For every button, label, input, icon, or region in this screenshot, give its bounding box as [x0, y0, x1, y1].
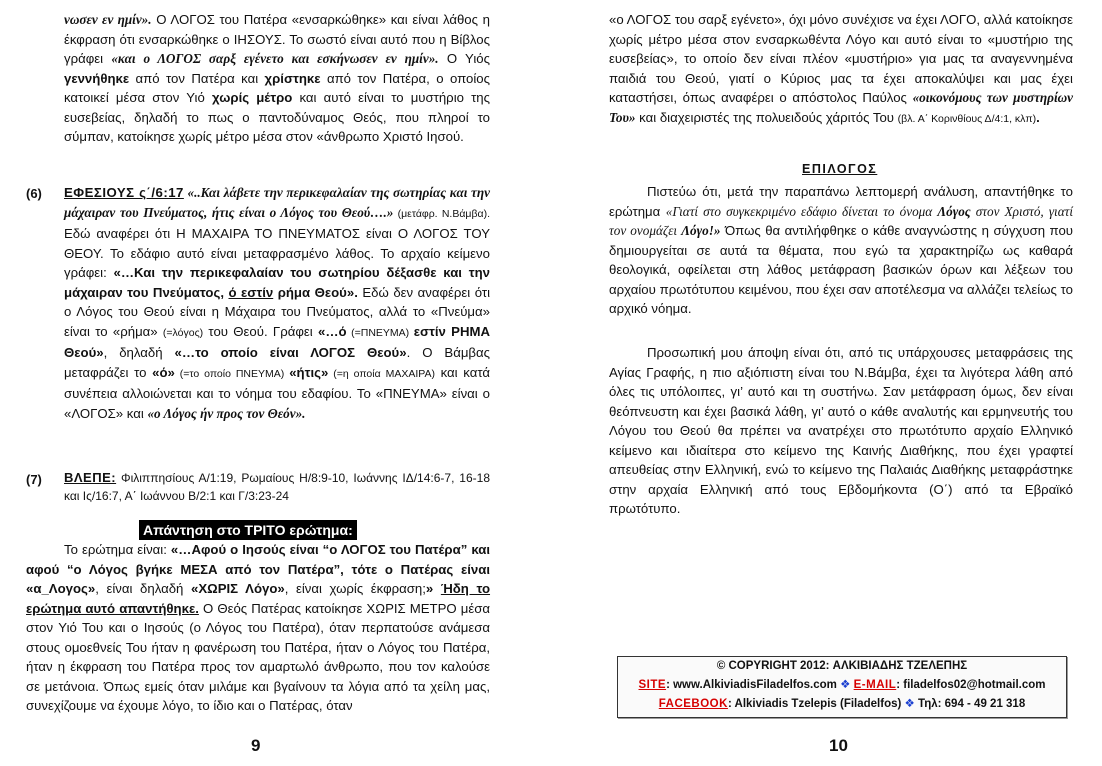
- answer-third-question-title: Απάντηση στο ΤΡΙΤΟ ερώτημα:: [139, 520, 357, 540]
- social-line: [618, 695, 1066, 714]
- diamond-icon: ❖: [904, 698, 915, 710]
- site-label: SITE: [638, 679, 667, 691]
- item-7-see-also: ΒΛΕΠΕ: Φιλιππησίους Α/1:19, Ρωμαίους Η/8:9-10, Ιωάννης ΙΔ/14:6-7, 16-18 και Ις/16:7, Α΄ Ιωάννου Β/2:1 και Γ/3:23-24: [64, 470, 490, 503]
- paragraph-continuation: «ο ΛΟΓΟΣ του σαρξ εγένετο», όχι μόνο συνέχισε να έχει ΛΟΓΟ, αλλά κατοίκησε χωρίς μέτρο μέσα στον ενσαρκωθέντα Λόγο και αυτό είναι το «μυστήριο της ευσεβείας», το οποίο δεν είναι πλέον «μυστήριο» για μας τα αναγεννημένα παιδιά του Θεού, γιατί ο Κύριος μας τα έχει αποκαλύψει και μας έχει καταστήσει, όπως αναφέρει ο απόστολος Παύλος «οικονόμους των μυστηρίων Του» και διαχειριστές της πολυειδούς χάριτός Του (βλ. Α΄ Κορινθίους Δ/4:1, κλπ).: [609, 12, 1074, 125]
- ephesians-reference: ΕΦΕΣΙΟΥΣ ς΄/6:17: [64, 185, 184, 200]
- contact-line: [618, 676, 1066, 695]
- facebook-name[interactable]: : Alkiviadis Tzelepis (Filadelfos): [727, 698, 905, 710]
- paragraph-answer: Το ερώτημα είναι: «…Αφού ο Ιησούς είναι “ο ΛΟΓΟΣ του Πατέρα” και αφού “ο Λόγος βγήκε ΜΕΣΑ από τον Πατέρα”, τότε ο Πατέρας είναι «α_Λογος», είναι δηλαδή «ΧΩΡΙΣ Λόγο», είναι χωρίς έκφραση;» Ήδη το ερώτημα αυτό απαντήθηκε. Ο Θεός Πατέρας κατοίκησε ΧΩΡΙΣ ΜΕΤΡΟ μέσα στον Υιό Του και ο Ιησούς (ο Λόγος του Πατέρα), όταν περπατούσε ανάμεσα στους ομοεθνείς Του ήταν η φανέρωση του Πατέρα, ήταν ο Λόγος του Πατέρα, ήταν η έκφραση του Πατέρα προς τον αμαρτωλό άνθρωπο, που τον καλούσε σε μετάνοια. Όπως εμείς όταν μιλάμε και βγαίνουν τα λόγια από τα χείλη μας, συνεχίζουμε να έχουμε λόγο, το ίδιο και ο Πατέρας, όταν: [26, 542, 491, 713]
- item-number-7: (7): [26, 472, 42, 487]
- email-label: E-MAIL: [853, 679, 897, 691]
- paragraph-epilogue-1: Πιστεύω ότι, μετά την παραπάνω λεπτομερή ανάλυση, απαντήθηκε το ερώτημα «Γιατί στο συγκεκριμένο εδάφιο δίνεται το όνομα Λόγος στον Χριστό, γιατί τον ονομάζει Λόγο!» Όπως θα αντιλήφθηκε ο κάθε αναγνώστης η σύγχυση που δημιουργείται σε αυτά τα θέματα, που εγώ τα χαρακτηρίζω ως καθαρά θεολογικά, οφείλεται στη λάθος μετάφραση βασικών όρων και λέξεων του αρχαίου πρωτότυπου κειμένου, που έχει σαν αποτέλεσμα να αλλάζει τελείως το αρχικό νόημα.: [609, 184, 1074, 316]
- copyright-line: © COPYRIGHT 2012: ΑΛΚΙΒΙΑΔΗΣ ΤΖΕΛΕΠΗΣ: [716, 660, 968, 672]
- item-6-ephesians: ΕΦΕΣΙΟΥΣ ς΄/6:17 «..Και λάβετε την περικεφαλαίαν της σωτηρίας και την μάχαιραν του Πνεύματος, ήτις είναι ο Λόγος του Θεού….» (μετάφρ. Ν.Βάμβα). Εδώ αναφέρει ότι Η ΜΑΧΑΙΡΑ ΤΟ ΠΝΕΥΜΑΤΟΣ είναι Ο ΛΟΓΟΣ ΤΟΥ ΘΕΟΥ. Το εδάφιο αυτό είναι μεταφρασμένο λάθος. Το αρχαίο κείμενο γράφει: «…Και την περικεφαλαίαν του σωτηρίου δέξασθε και την μάχαιραν του Πνεύματος, ό εστίν ρήμα Θεού». Εδώ δεν αναφέρει ότι ο Λόγος του Θεού είναι η Μάχαιρα του Πνεύματος, αλλά το «Πνεύμα» είναι το «ρήμα» (=λόγος) του Θεού. Γράφει «…ό (=ΠΝΕΥΜΑ) εστίν ΡΗΜΑ Θεού», δηλαδή «…το οποίο είναι ΛΟΓΟΣ Θεού». Ο Βάμβας μεταφράζει το «ό» (=το οποίο ΠΝΕΥΜΑ) «ήτις» (=η οποία ΜΑΧΑΙΡΑ) και κατά συνέπεια αλλοιώνεται και το νόημα του εδαφίου. Το «ΠΝΕΥΜΑ» είναι ο «ΛΟΓΟΣ» και «ο Λόγος ήν προς τον Θεόν».: [64, 185, 491, 421]
- paragraph-epilogue-2: Προσωπική μου άποψη είναι ότι, από τις υπάρχουσες μεταφράσεις της Αγίας Γραφής, η πιο αξιόπιστη είναι του Ν.Βάμβα, έχει τα λιγότερα λάθη από όλες τις υπόλοιπες, γι’ αυτό και τη συστήνω. Σαν μετάφραση όμως, δεν είναι θεόπνευστη και έχει βασικά λάθη, γι’ αυτό ο κάθε αναλυτής και ερμηνευτής του Λόγου του Θεού θα πρέπει να ανατρέχει στο πρωτότυπο αρχαίο Ελληνικό κείμενο και ιδιαίτερα στο κείμενο της Καινής Διαθήκης, που έχει γραφτεί απευθείας στην Ελληνική, ενώ το κείμενο της Παλαιάς Διαθήκης μεταφράστηκε στην αρχαία Ελληνική από τους Εβδομήκοντα (Ο΄) από τα Εβραϊκό πρωτότυπο.: [609, 345, 1073, 516]
- email-address[interactable]: : filadelfos02@hotmail.com: [896, 679, 1046, 691]
- right-page: [551, 0, 1102, 766]
- site-url[interactable]: : www.AlkiviadisFiladelfos.com: [666, 679, 841, 691]
- facebook-label: FACEBOOK: [658, 698, 728, 710]
- copyright-box: [617, 656, 1067, 718]
- see-also-reference: ΒΛΕΠΕ:: [64, 470, 117, 485]
- phone-number: Τηλ: 694 - 49 21 318: [914, 698, 1026, 710]
- diamond-icon: ❖: [840, 679, 851, 691]
- paragraph-incarnation: νωσεν εν ημίν». Ο ΛΟΓΟΣ του Πατέρα «ενσαρκώθηκε» και είναι λάθος η έκφραση ότι ενσαρκώθηκε ο ΙΗΣΟΥΣ. Το σωστό είναι αυτό που η Βίβλος γράφει «και ο ΛΟΓΟΣ σαρξ εγένετο και εσκήνωσεν εν ημίν». Ο Υιός γεννήθηκε από τον Πατέρα και χρίστηκε από τον Πατέρα, ο οποίος κατοικεί μέσα στον Υιό χωρίς μέτρο και αυτό είναι το μυστήριο της ευσεβείας, δηλαδή το πως ο παντοδύναμος Θεός, που πληροί το σύμπαν, κατοίκησε χωρίς μέτρο μέσα στον «άνθρωπο Χριστό Ιησού.: [64, 12, 490, 144]
- epilogue-title: ΕΠΙΛΟΓΟΣ: [802, 162, 878, 176]
- page-number-right: 10: [829, 736, 848, 755]
- item-number-6: (6): [26, 186, 42, 201]
- page-number-left: 9: [251, 736, 261, 755]
